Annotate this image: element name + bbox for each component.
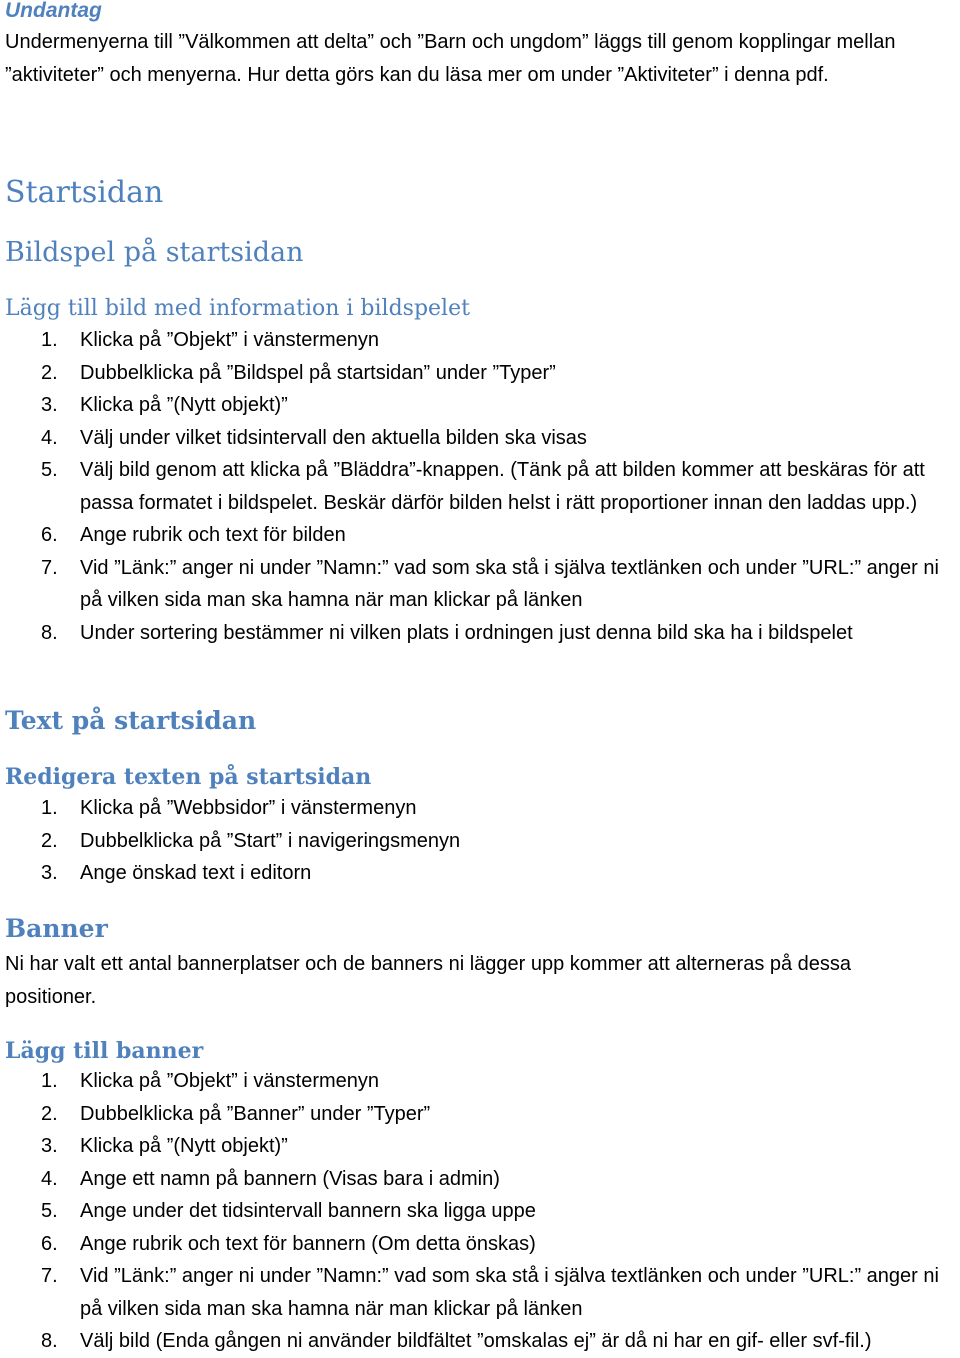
banner-steps-list xyxy=(5,1065,960,1358)
text-startsidan-heading: Text på startsidan xyxy=(5,706,257,735)
list-item xyxy=(5,1098,960,1131)
bildspel-heading: Bildspel på startsidan xyxy=(5,237,304,268)
list-item-number: 6. xyxy=(41,524,58,546)
list-item-text: Välj bild (Enda gången ni använder bildfältet ”omskalas ej” är då ni har en gif- eller svf-fil.) xyxy=(80,1330,872,1352)
list-item xyxy=(5,1130,960,1163)
list-item xyxy=(5,519,960,552)
list-item-number: 2. xyxy=(41,829,58,852)
list-item-text: Välj bild genom att klicka på ”Bläddra”-knappen. (Tänk på att bilden kommer att beskäras för att passa formatet i bildspelet. Beskär därför bilden helst i rätt proportioner innan den laddas upp.) xyxy=(80,459,925,514)
list-item-text: Klicka på ”(Nytt objekt)” xyxy=(80,394,288,416)
list-item-number: 1. xyxy=(41,797,58,819)
list-item-number: 6. xyxy=(41,1232,58,1255)
list-item xyxy=(5,825,960,858)
list-item-text: Dubbelklicka på ”Bildspel på startsidan” under ”Typer” xyxy=(80,361,556,384)
list-item-text: Välj under vilket tidsintervall den aktuella bilden ska visas xyxy=(80,426,587,449)
list-item-text: Under sortering bestämmer ni vilken plats i ordningen just denna bild ska ha i bildspelet xyxy=(80,621,853,644)
bildspel-steps-list xyxy=(5,324,960,649)
list-item-number: 3. xyxy=(41,394,58,416)
text-startsidan-steps-list xyxy=(5,792,960,890)
list-item xyxy=(5,422,960,455)
list-item xyxy=(5,1195,960,1228)
list-item-number: 3. xyxy=(41,1135,58,1157)
list-item xyxy=(5,1260,960,1325)
undantag-text: Undermenyerna till ”Välkommen att delta” och ”Barn och ungdom” läggs till genom kopplingar mellan ”aktiviteter” och menyerna. Hur detta görs kan du läsa mer om under ”Aktiviteter” i denna pdf. xyxy=(5,31,896,86)
list-item-number: 4. xyxy=(41,426,58,449)
list-item xyxy=(5,1163,960,1196)
list-item-number: 1. xyxy=(41,1070,58,1092)
banner-subheading: Lägg till banner xyxy=(5,1038,204,1064)
list-item-text: Ange önskad text i editorn xyxy=(80,862,312,884)
list-item-text: Klicka på ”Objekt” i vänstermenyn xyxy=(80,1070,380,1092)
list-item xyxy=(5,1065,960,1098)
banner-heading: Banner xyxy=(5,914,108,943)
list-item-number: 7. xyxy=(41,1265,58,1287)
list-item-number: 8. xyxy=(41,1330,58,1352)
list-item-text: Dubbelklicka på ”Banner” under ”Typer” xyxy=(80,1102,431,1125)
list-item-number: 8. xyxy=(41,621,58,644)
list-item-number: 4. xyxy=(41,1167,58,1190)
list-item xyxy=(5,324,960,357)
list-item-text: Ange ett namn på bannern (Visas bara i admin) xyxy=(80,1167,500,1190)
list-item xyxy=(5,552,960,617)
list-item-text: Vid ”Länk:” anger ni under ”Namn:” vad som ska stå i själva textlänken och under ”URL:” anger ni på vilken sida man ska hamna när man klickar på länken xyxy=(80,1265,939,1320)
list-item xyxy=(5,1325,960,1358)
list-item-number: 7. xyxy=(41,556,58,579)
list-item-number: 2. xyxy=(41,361,58,384)
list-item-number: 3. xyxy=(41,862,58,884)
list-item-text: Vid ”Länk:” anger ni under ”Namn:” vad som ska stå i själva textlänken och under ”URL:” anger ni på vilken sida man ska hamna när man klickar på länken xyxy=(80,556,939,611)
list-item xyxy=(5,617,960,650)
list-item-number: 5. xyxy=(41,1200,58,1222)
list-item xyxy=(5,857,960,890)
list-item-text: Ange rubrik och text för bilden xyxy=(80,524,346,546)
text-startsidan-subheading: Redigera texten på startsidan xyxy=(5,764,372,790)
list-item-text: Ange under det tidsintervall bannern ska ligga uppe xyxy=(80,1200,536,1222)
list-item-text: Dubbelklicka på ”Start” i navigeringsmenyn xyxy=(80,829,461,852)
list-item-text: Ange rubrik och text för bannern (Om detta önskas) xyxy=(80,1232,536,1255)
list-item-number: 2. xyxy=(41,1102,58,1125)
list-item-number: 5. xyxy=(41,459,58,481)
list-item-text: Klicka på ”(Nytt objekt)” xyxy=(80,1135,288,1157)
bildspel-subheading: Lägg till bild med information i bildspelet xyxy=(5,296,470,321)
list-item xyxy=(5,389,960,422)
list-item xyxy=(5,357,960,390)
list-item xyxy=(5,1228,960,1261)
list-item-text: Klicka på ”Objekt” i vänstermenyn xyxy=(80,329,380,351)
undantag-heading: Undantag xyxy=(5,0,102,22)
list-item xyxy=(5,792,960,825)
list-item-text: Klicka på ”Webbsidor” i vänstermenyn xyxy=(80,797,417,819)
startsidan-heading: Startsidan xyxy=(5,175,164,210)
list-item xyxy=(5,454,960,519)
list-item-number: 1. xyxy=(41,329,58,351)
banner-text: Ni har valt ett antal bannerplatser och de banners ni lägger upp kommer att alterneras på dessa positioner. xyxy=(5,953,852,1008)
